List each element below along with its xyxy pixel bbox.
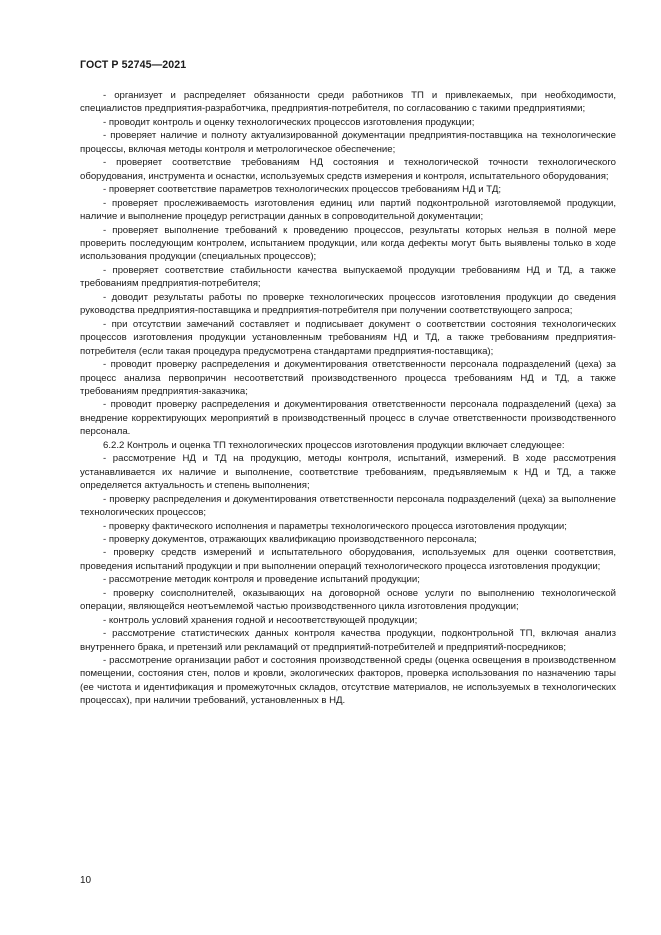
paragraph: - рассмотрение организации работ и состояния производственной среды (оценка освещения в производственном помещении, состояния стен, полов и кровли, экологических факторов, проверка использования по назначению тары (ее чистота и идентификация и промежуточных складов, отсутствие материалов, не используемых в технологических процессах), при наличии требований, установленных в НД. [80,655,616,707]
paragraph: - при отсутствии замечаний составляет и подписывает документ о соответствии состояния технологических процессов изготовления продукции установленным требованиям НД и ТД, а также требованиям предприятия-потребителя (если такая процедура предусмотрена стандартами предприятия-поставщика); [80,318,616,357]
paragraph: - организует и распределяет обязанности среди работников ТП и привлекаемых, при необходимости, специалистов предприятия-разработчика, предприятия-потребителя, по согласованию с такими предприятиями; [80,90,616,115]
paragraph: - проверяет прослеживаемость изготовления единиц или партий подконтрольной изготовляемой продукции, наличие и выполнение процедур регистрации данных в сопроводительной документации; [80,197,616,223]
page-number: 10 [80,875,92,886]
paragraph: - проверяет выполнение требований к проведению процессов, результаты которых нельзя в полной мере проверить последующим контролем, испытанием продукции, или когда дефекты могут быть выявлены только в ходе использования продукции (специальных процессов); [80,224,616,263]
document-body [80,89,616,708]
paragraph: - проверяет соответствие требованиям НД состояния и технологической точности технологического оборудования, инструмента и оснастки, используемых средств измерения и контроля, испытательного оборудования; [80,157,616,182]
paragraph: - рассмотрение статистических данных контроля качества продукции, подконтрольной ТП, включая анализ внутреннего брака, и претензий или рекламаций от предприятий-потребителей и предприятий-посредников; [80,628,616,653]
paragraph: - проверку средств измерений и испытательного оборудования, используемых для оценки соответствия, проведения испытаний продукции и при выполнении операций технологического процесса изготовления продукции; [80,547,616,572]
paragraph: - проверку фактического исполнения и параметры технологического процесса изготовления продукции; [103,520,567,532]
paragraph: - доводит результаты работы по проверке технологических процессов изготовления продукции до сведения руководства предприятия-поставщика и предприятия-потребителя при получении соответствующего запроса; [80,291,616,317]
paragraph: - проверяет наличие и полноту актуализированной документации предприятия-поставщика на технологические процессы, включая методы контроля и метрологическое обеспечение; [80,130,616,155]
paragraph: - рассмотрение методик контроля и проведение испытаний продукции; [103,574,420,586]
paragraph: - проверку документов, отражающих квалификацию производственного персонала; [103,533,477,545]
paragraph: - проводит контроль и оценку технологических процессов изготовления продукции; [103,116,475,128]
paragraph: - проводит проверку распределения и документирования ответственности персонала подразделений (цеха) за процесс анализа первопричин несоответствий производственного процесса требованиям НД и ТД, а также требованиям предприятия-заказчика; [80,359,616,397]
document-header: ГОСТ Р 52745—2021 [80,59,187,71]
paragraph: - проводит проверку распределения и документирования ответственности персонала подразделений (цеха) за внедрение корректирующих мероприятий в производственный процесс в случае ответственности производственного персонала. [80,399,616,438]
paragraph: - контроль условий хранения годной и несоответствующей продукции; [103,614,418,626]
paragraph: - проверяет соответствие параметров технологических процессов требованиям НД и ТД; [103,184,502,196]
paragraph: - проверку соисполнителей, оказывающих на договорной основе услуги по выполнению технологической операции, являющейся неотъемлемой частью производственного цикла изготовления продукции; [80,587,616,613]
paragraph: - рассмотрение НД и ТД на продукцию, методы контроля, испытаний, измерений. В ходе рассмотрения устанавливается их наличие и выполнение, соответствие требованиям, предъявляемым к НД и ТД, а также определяется актуальность и степень выполнения; [80,453,616,492]
section-paragraph: 6.2.2 Контроль и оценка ТП технологических процессов изготовления продукции включает следующее: [103,439,565,451]
paragraph: - проверку распределения и документирования ответственности персонала подразделений (цеха) за выполнение технологических процессов; [80,493,616,519]
paragraph: - проверяет соответствие стабильности качества выпускаемой продукции требованиям НД и ТД, а также требованиям предприятия-потребителя; [80,264,616,290]
